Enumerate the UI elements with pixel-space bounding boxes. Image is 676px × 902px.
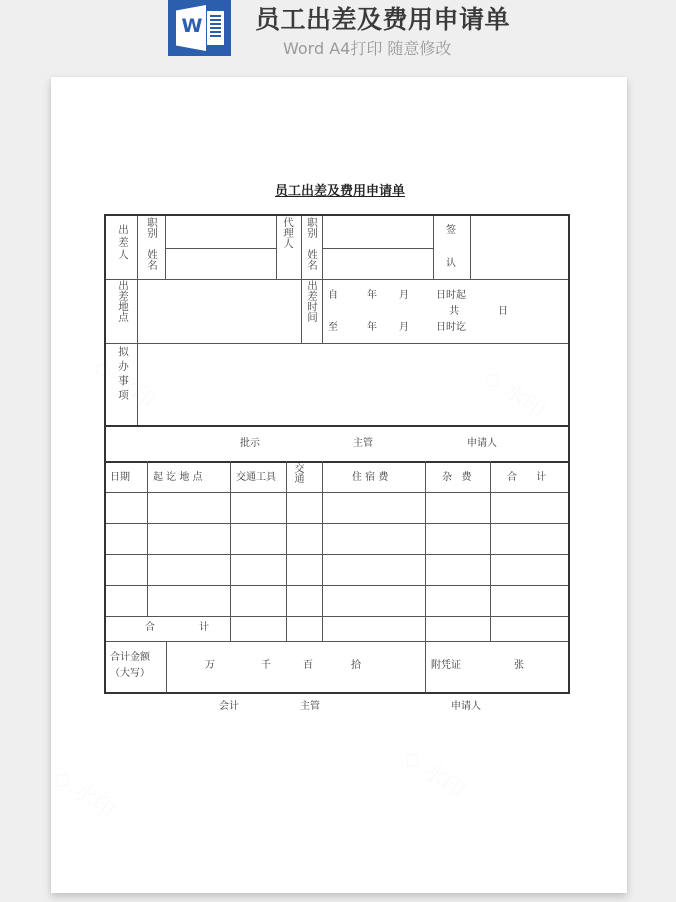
- signature-applicant: 申请人: [451, 701, 481, 712]
- from-year-label: 年: [367, 290, 377, 301]
- col-route: 起 讫 地 点: [153, 472, 203, 483]
- header-banner: [0, 0, 676, 64]
- traveler-name-field[interactable]: [166, 249, 276, 279]
- destination-field[interactable]: [138, 280, 301, 343]
- signature-accountant: 会计: [219, 701, 239, 712]
- to-year-label: 年: [367, 322, 377, 333]
- amount-wan: 万: [205, 660, 215, 671]
- to-month-label: 月: [399, 322, 409, 333]
- watermark: [398, 740, 471, 804]
- document-page: [51, 77, 627, 893]
- col-total: 合 计: [507, 472, 547, 483]
- to-suffix: 日时讫: [436, 322, 466, 333]
- amount-label-line2: （大写）: [110, 668, 150, 679]
- amount-qian: 千: [261, 660, 271, 671]
- sign-label-bottom: 认: [446, 258, 456, 269]
- banner-subtitle: Word A4打印 随意修改: [283, 39, 452, 58]
- applicant-label: 申请人: [467, 438, 497, 449]
- col-misc: 杂 费: [442, 472, 472, 483]
- to-prefix: 至: [328, 322, 338, 333]
- from-month-label: 月: [399, 290, 409, 301]
- total-days-prefix: 共: [449, 306, 459, 317]
- total-label-2: 计: [199, 622, 209, 633]
- document-title: 员工出差及费用申请单: [274, 184, 405, 199]
- trip-time-label: 出差时间: [306, 280, 318, 322]
- table-row[interactable]: [106, 555, 568, 585]
- deputy-position-label: 职别: [306, 217, 318, 238]
- col-lodging: 住 宿 费: [352, 472, 389, 483]
- col-transport-tool: 交通工具: [236, 472, 276, 483]
- destination-label: 出差地点: [117, 280, 129, 322]
- from-prefix: 自: [328, 290, 338, 301]
- approval-label: 批示: [240, 438, 260, 449]
- voucher-label: 附凭证: [431, 660, 461, 671]
- deputy-name-field[interactable]: [323, 249, 433, 279]
- table-row[interactable]: [106, 493, 568, 523]
- col-date: 日期: [110, 472, 130, 483]
- amount-bai: 百: [303, 660, 313, 671]
- planned-matters-label: 拟办事项: [117, 346, 129, 404]
- voucher-unit: 张: [514, 660, 524, 671]
- traveler-position-field[interactable]: [166, 216, 276, 248]
- sign-label-top: 签: [446, 225, 456, 236]
- word-document-icon: [168, 0, 231, 56]
- amount-shi: 拾: [351, 660, 361, 671]
- planned-matters-field[interactable]: [138, 344, 568, 425]
- total-days-suffix: 日: [498, 306, 508, 317]
- application-form: [104, 214, 570, 694]
- word-icon-lines: [207, 11, 224, 45]
- total-label-1: 合: [145, 622, 155, 633]
- table-row[interactable]: [106, 586, 568, 616]
- table-row[interactable]: [106, 524, 568, 554]
- supervisor-label: 主管: [353, 438, 373, 449]
- banner-title: 员工出差及费用申请单: [255, 5, 511, 34]
- traveler-position-label: 职别: [146, 217, 158, 238]
- amount-label-line1: 合计金额: [110, 652, 150, 663]
- deputy-name-label: 姓名: [306, 249, 318, 270]
- traveler-label-text: 出差人: [117, 224, 129, 262]
- sign-field[interactable]: [471, 216, 568, 279]
- deputy-position-field[interactable]: [323, 216, 433, 248]
- traveler-name-label: 姓名: [146, 249, 158, 270]
- deputy-label: 代理人: [282, 217, 294, 249]
- from-suffix: 日时起: [436, 290, 466, 301]
- trip-time-field[interactable]: [323, 280, 568, 343]
- col-transport: 交通: [292, 463, 303, 483]
- word-icon-letter: W: [181, 15, 203, 37]
- watermark: [48, 760, 121, 824]
- traveler-label: [115, 224, 129, 262]
- signature-supervisor: 主管: [300, 701, 320, 712]
